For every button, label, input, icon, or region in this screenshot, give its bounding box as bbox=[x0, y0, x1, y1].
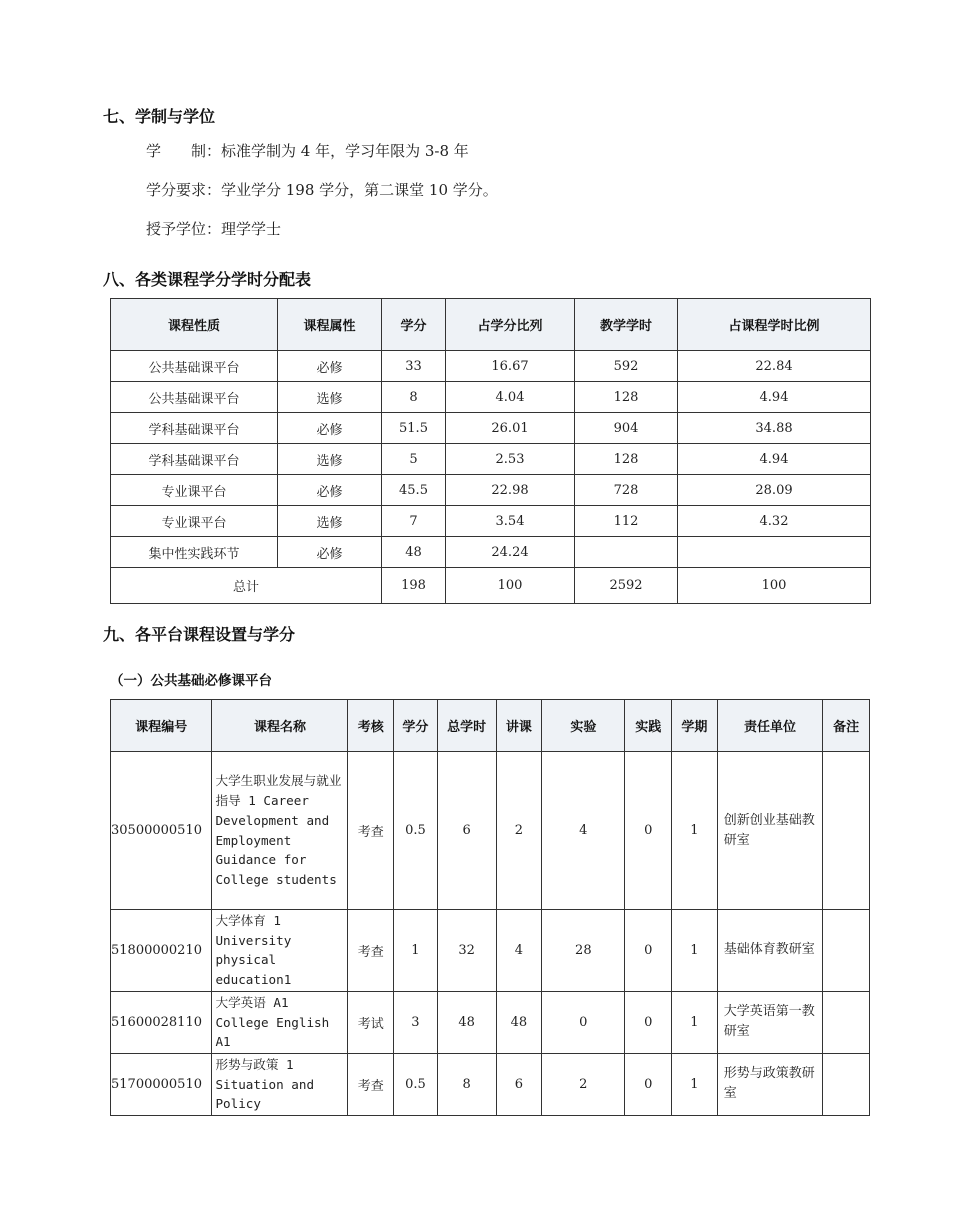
table-cell bbox=[678, 537, 871, 568]
course-code: 51600028110 bbox=[111, 991, 212, 1053]
table-cell: 必修 bbox=[278, 475, 382, 506]
table-cell: 4.94 bbox=[678, 382, 871, 413]
semester: 1 bbox=[672, 991, 718, 1053]
column-header: 教学学时 bbox=[575, 299, 678, 351]
table-cell: 24.24 bbox=[446, 537, 575, 568]
practice-hours: 0 bbox=[625, 752, 672, 910]
table-cell: 100 bbox=[446, 568, 575, 604]
course-name: 形势与政策 1 Situation and Policy bbox=[212, 1053, 348, 1115]
schooling-years-line: 学 制：标准学制为 4 年，学习年限为 3-8 年 bbox=[146, 142, 469, 160]
table-cell: 128 bbox=[575, 382, 678, 413]
assessment-type: 考查 bbox=[348, 752, 394, 910]
table-cell: 选修 bbox=[278, 382, 382, 413]
credits: 0.5 bbox=[394, 752, 438, 910]
remarks bbox=[823, 752, 870, 910]
section-7-heading: 七、学制与学位 bbox=[103, 107, 216, 126]
table-cell: 公共基础课平台 bbox=[111, 351, 278, 382]
degree-line: 授予学位：理学学士 bbox=[146, 220, 282, 238]
responsible-unit: 形势与政策教研室 bbox=[717, 1053, 823, 1115]
table-cell: 学科基础课平台 bbox=[111, 413, 278, 444]
lab-hours: 4 bbox=[542, 752, 625, 910]
assessment-type: 考查 bbox=[348, 910, 394, 992]
table-cell: 必修 bbox=[278, 537, 382, 568]
table-cell: 16.67 bbox=[446, 351, 575, 382]
course-code: 30500000510 bbox=[111, 752, 212, 910]
credits: 3 bbox=[394, 991, 438, 1053]
credits: 0.5 bbox=[394, 1053, 438, 1115]
table-row bbox=[111, 382, 871, 413]
total-hours: 32 bbox=[437, 910, 496, 992]
table-row bbox=[111, 351, 871, 382]
public-required-course-table bbox=[110, 699, 870, 1116]
table-row bbox=[111, 475, 871, 506]
table-cell: 4.04 bbox=[446, 382, 575, 413]
table-cell: 33 bbox=[382, 351, 446, 382]
section-8-heading: 八、各类课程学分学时分配表 bbox=[103, 270, 312, 289]
table-cell: 198 bbox=[382, 568, 446, 604]
table-cell: 7 bbox=[382, 506, 446, 537]
table-cell: 28.09 bbox=[678, 475, 871, 506]
credit-distribution-table bbox=[110, 298, 871, 604]
table-cell: 26.01 bbox=[446, 413, 575, 444]
course-name: 大学体育 1 University physical education1 bbox=[212, 910, 348, 992]
table-cell: 904 bbox=[575, 413, 678, 444]
course-code: 51700000510 bbox=[111, 1053, 212, 1115]
table-cell: 4.94 bbox=[678, 444, 871, 475]
column-header: 学分 bbox=[382, 299, 446, 351]
table-cell: 128 bbox=[575, 444, 678, 475]
table-cell: 集中性实践环节 bbox=[111, 537, 278, 568]
lab-hours: 2 bbox=[542, 1053, 625, 1115]
responsible-unit: 创新创业基础教研室 bbox=[717, 752, 823, 910]
assessment-type: 考试 bbox=[348, 991, 394, 1053]
table-row bbox=[111, 537, 871, 568]
table-row bbox=[111, 413, 871, 444]
column-header: 实践 bbox=[625, 700, 672, 752]
table-cell: 592 bbox=[575, 351, 678, 382]
column-header: 占学分比列 bbox=[446, 299, 575, 351]
column-header: 学期 bbox=[672, 700, 718, 752]
table-cell: 公共基础课平台 bbox=[111, 382, 278, 413]
table-row bbox=[111, 1053, 870, 1115]
table-cell: 51.5 bbox=[382, 413, 446, 444]
table-cell: 728 bbox=[575, 475, 678, 506]
lab-hours: 0 bbox=[542, 991, 625, 1053]
column-header: 学分 bbox=[394, 700, 438, 752]
lecture-hours: 2 bbox=[496, 752, 542, 910]
practice-hours: 0 bbox=[625, 991, 672, 1053]
table-cell: 48 bbox=[382, 537, 446, 568]
semester: 1 bbox=[672, 910, 718, 992]
lab-hours: 28 bbox=[542, 910, 625, 992]
lecture-hours: 4 bbox=[496, 910, 542, 992]
table-cell: 学科基础课平台 bbox=[111, 444, 278, 475]
column-header: 责任单位 bbox=[717, 700, 823, 752]
subsection-heading: （一）公共基础必修课平台 bbox=[110, 673, 272, 689]
table-cell: 3.54 bbox=[446, 506, 575, 537]
table-cell: 选修 bbox=[278, 506, 382, 537]
table-cell bbox=[575, 537, 678, 568]
table-row bbox=[111, 506, 871, 537]
table-cell: 4.32 bbox=[678, 506, 871, 537]
table-cell: 专业课平台 bbox=[111, 475, 278, 506]
responsible-unit: 大学英语第一教研室 bbox=[717, 991, 823, 1053]
practice-hours: 0 bbox=[625, 910, 672, 992]
total-hours: 8 bbox=[437, 1053, 496, 1115]
practice-hours: 0 bbox=[625, 1053, 672, 1115]
table-cell: 34.88 bbox=[678, 413, 871, 444]
table-row bbox=[111, 444, 871, 475]
total-row bbox=[111, 568, 871, 604]
remarks bbox=[823, 910, 870, 992]
column-header: 课程属性 bbox=[278, 299, 382, 351]
table-cell: 2.53 bbox=[446, 444, 575, 475]
table-cell: 112 bbox=[575, 506, 678, 537]
table-cell: 必修 bbox=[278, 413, 382, 444]
total-label: 总计 bbox=[111, 568, 382, 604]
table-header-row bbox=[111, 299, 871, 351]
column-header: 占课程学时比例 bbox=[678, 299, 871, 351]
assessment-type: 考查 bbox=[348, 1053, 394, 1115]
responsible-unit: 基础体育教研室 bbox=[717, 910, 823, 992]
table-cell: 8 bbox=[382, 382, 446, 413]
credit-requirement-line: 学分要求：学业学分 198 学分，第二课堂 10 学分。 bbox=[146, 181, 498, 199]
column-header: 课程编号 bbox=[111, 700, 212, 752]
table-cell: 2592 bbox=[575, 568, 678, 604]
table-cell: 选修 bbox=[278, 444, 382, 475]
lecture-hours: 48 bbox=[496, 991, 542, 1053]
table-cell: 45.5 bbox=[382, 475, 446, 506]
table-cell: 专业课平台 bbox=[111, 506, 278, 537]
table-row bbox=[111, 991, 870, 1053]
table-cell: 100 bbox=[678, 568, 871, 604]
lecture-hours: 6 bbox=[496, 1053, 542, 1115]
course-name: 大学英语 A1 College English A1 bbox=[212, 991, 348, 1053]
table-row bbox=[111, 752, 870, 910]
column-header: 讲课 bbox=[496, 700, 542, 752]
course-name: 大学生职业发展与就业指导 1 Career Development and Employment Guidance for College students bbox=[212, 752, 348, 910]
credits: 1 bbox=[394, 910, 438, 992]
column-header: 总学时 bbox=[437, 700, 496, 752]
table-cell: 必修 bbox=[278, 351, 382, 382]
course-code: 51800000210 bbox=[111, 910, 212, 992]
table-row bbox=[111, 910, 870, 992]
table-cell: 22.84 bbox=[678, 351, 871, 382]
total-hours: 48 bbox=[437, 991, 496, 1053]
table-header-row bbox=[111, 700, 870, 752]
semester: 1 bbox=[672, 1053, 718, 1115]
remarks bbox=[823, 1053, 870, 1115]
remarks bbox=[823, 991, 870, 1053]
column-header: 备注 bbox=[823, 700, 870, 752]
table-cell: 22.98 bbox=[446, 475, 575, 506]
semester: 1 bbox=[672, 752, 718, 910]
section-9-heading: 九、各平台课程设置与学分 bbox=[103, 625, 296, 644]
column-header: 课程性质 bbox=[111, 299, 278, 351]
table-cell: 5 bbox=[382, 444, 446, 475]
total-hours: 6 bbox=[437, 752, 496, 910]
column-header: 考核 bbox=[348, 700, 394, 752]
column-header: 课程名称 bbox=[212, 700, 348, 752]
column-header: 实验 bbox=[542, 700, 625, 752]
